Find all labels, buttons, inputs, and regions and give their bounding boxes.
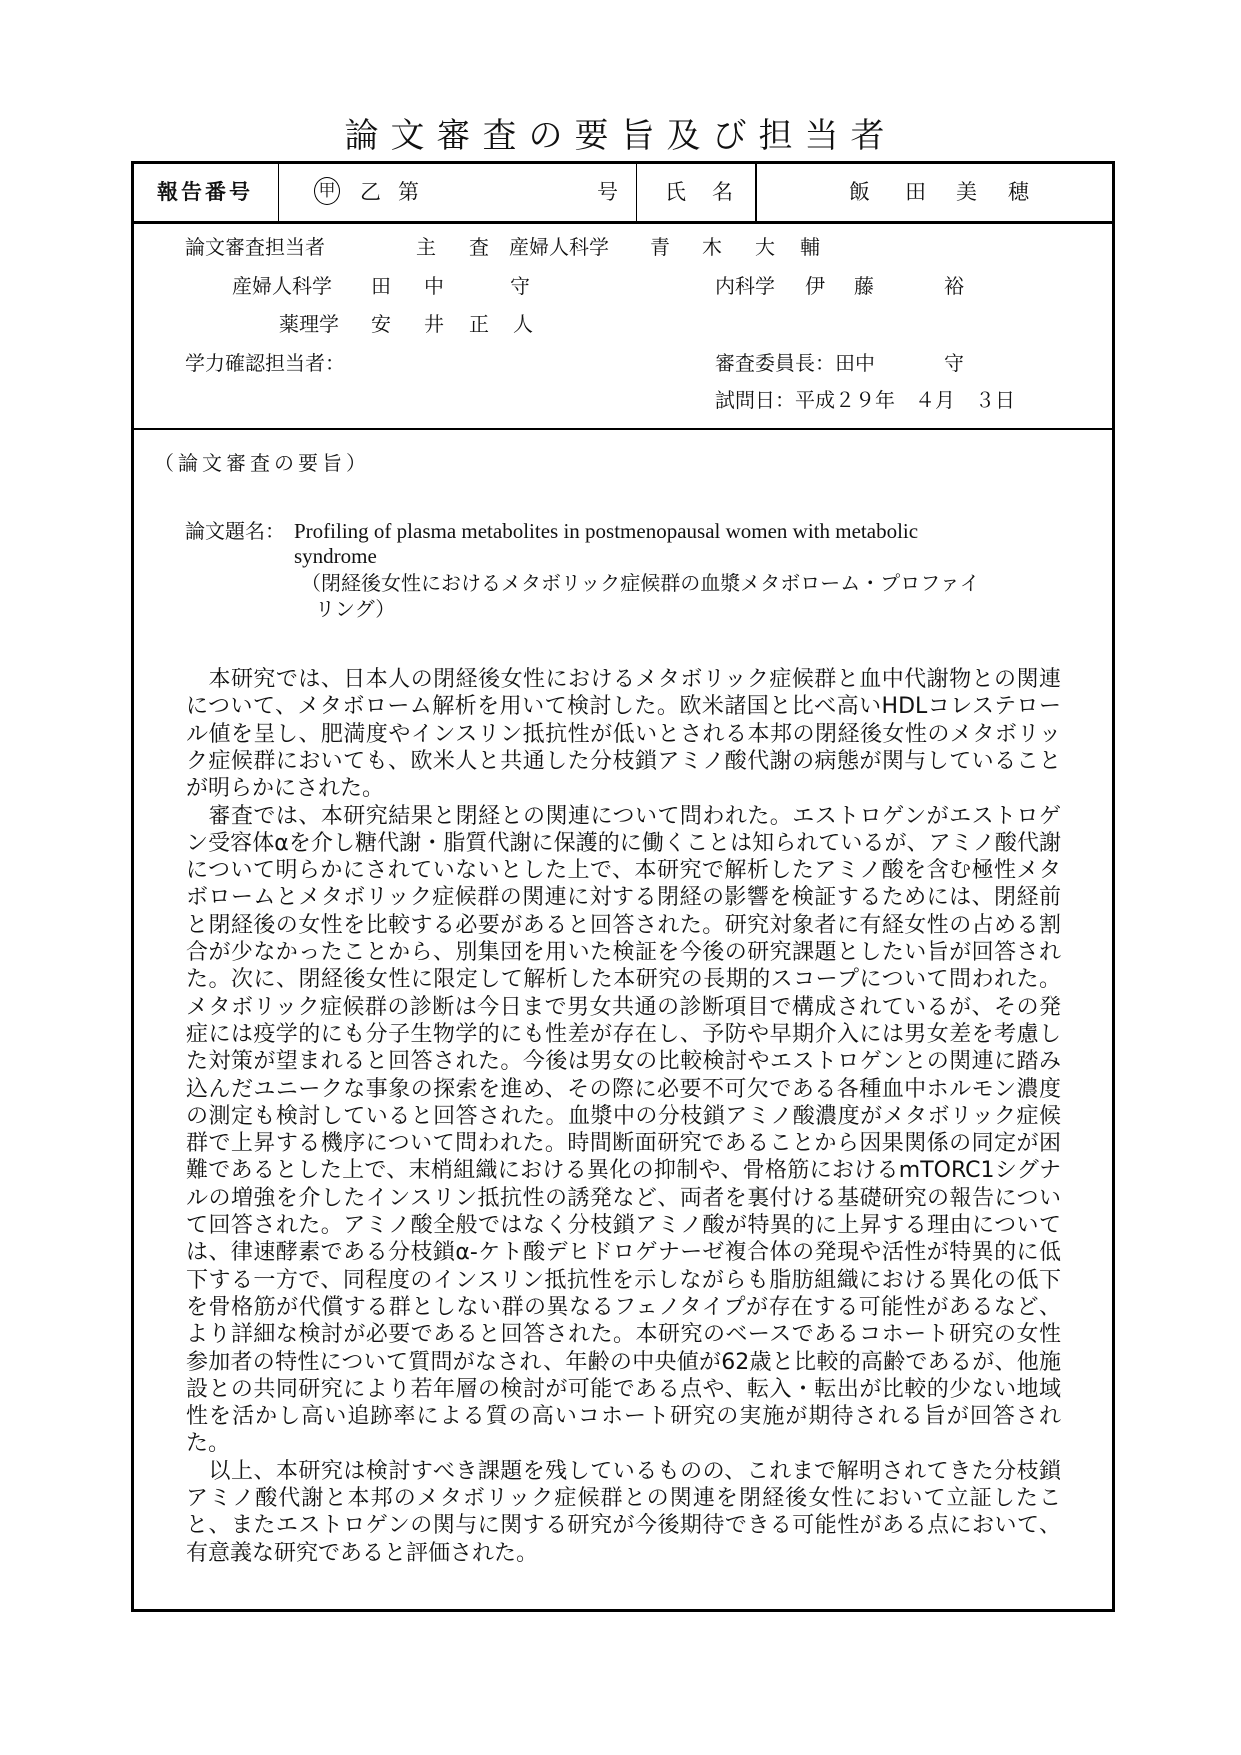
- thesis-title-ja: リング）: [315, 597, 396, 621]
- member-name-char: 田: [371, 274, 391, 298]
- member-name-char: 安: [371, 312, 391, 336]
- body-text-line: より詳細な検討が必要であると回答された。本研究のベースであるコホート研究の女性: [186, 1322, 1061, 1348]
- body-text-line: 性を活かし高い追跡率による質の高いコホート研究の実施が期待される旨が回答され: [186, 1404, 1061, 1430]
- name-label-2: 名: [712, 180, 733, 204]
- thesis-title-ja: （閉経後女性におけるメタボリック症候群の血漿メタボローム・プロファイ: [301, 571, 980, 595]
- body-text-line: は、律速酵素である分枝鎖α-ケト酸デヒドロゲナーゼ複合体の発現や活性が特異的に低: [186, 1240, 1061, 1266]
- body-text-line: た。: [186, 1431, 231, 1457]
- body-text-line: 以上、本研究は検討すべき課題を残しているものの、これまで解明されてきた分枝鎖: [186, 1458, 1061, 1484]
- body-text-line: て回答された。アミノ酸全般ではなく分枝鎖アミノ酸が特異的に上昇する理由について: [186, 1213, 1061, 1238]
- body-text-line: ボロームとメタボリック症候群の関連に対する閉経の影響を検証するためには、閉経前: [186, 885, 1061, 911]
- body-text-line: と、またエストロゲンの関与に関する研究が今後期待できる可能性がある点において、: [186, 1513, 1061, 1539]
- name-label-1: 氏: [665, 180, 686, 204]
- member-dept: 薬理学: [279, 312, 339, 336]
- member-name-char: 正: [469, 312, 489, 336]
- body-text-line: ン受容体αを介し糖代謝・脂質代謝に保護的に働くことは知られているが、アミノ酸代謝: [186, 830, 1061, 856]
- gou-label: 号: [597, 180, 618, 204]
- member-dept: 内科学: [715, 274, 775, 298]
- body-text-line: ル値を呈し、肥満度やインスリン抵抗性が低いとされる本邦の閉経後女性のメタボリッ: [186, 721, 1061, 747]
- body-text-line: について、メタボローム解析を用いて検討した。欧米諸国と比べ高いHDLコレステロー: [186, 694, 1061, 720]
- candidate-name-char: 田: [905, 180, 926, 204]
- body-text-line: た対策が望まれると回答された。今後は男女の比較検討やエストロゲンとの関連に踏み: [186, 1049, 1061, 1075]
- candidate-name-char: 穂: [1008, 180, 1029, 204]
- body-text-line: を骨格筋が代償する群としない群の異なるフェノタイプが存在する可能性があるなど、: [186, 1294, 1061, 1320]
- kou-mark: 甲: [314, 177, 340, 205]
- body-text-line: 群で上昇する機序について問われた。時間断面研究であることから因果関係の同定が困: [186, 1131, 1061, 1157]
- body-text-line: アミノ酸代謝と本邦のメタボリック症候群との関連を閉経後女性において立証したこ: [186, 1486, 1061, 1511]
- divider: [134, 221, 1112, 224]
- body-text-line: 設との共同研究により若年層の検討が可能である点や、転入・転出が比較的少ない地域: [186, 1376, 1061, 1402]
- chief-label: 主: [416, 235, 436, 259]
- chief-name-char: 青: [650, 235, 670, 259]
- report-number-label: 報告番号: [157, 180, 253, 204]
- divider: [278, 164, 279, 223]
- chief-label: 査: [469, 235, 489, 259]
- thesis-title-en: Profiling of plasma metabolites in postmenopausal women with metabolic: [294, 519, 919, 543]
- document-title: 論文審査の要旨及び担当者: [344, 116, 897, 156]
- body-text-line: 審査では、本研究結果と閉経との関連について問われた。エストロゲンがエストロゲ: [186, 803, 1061, 829]
- chief-dept: 産婦人科学: [509, 235, 609, 259]
- exam-date: 試問日：平成２９年 ４月 ３日: [715, 388, 1015, 412]
- divider: [636, 164, 637, 223]
- body-text-line: 有意義な研究であると評価された。: [186, 1540, 539, 1566]
- body-text-line: について明らかにされていないとした上で、本研究で解析したアミノ酸を含む極性メタ: [186, 858, 1061, 884]
- member-name-char: 藤: [854, 274, 874, 298]
- committee-chair-given: 守: [944, 351, 964, 375]
- otsu-label: 乙: [360, 180, 381, 204]
- body-text-line: が明らかにされた。: [186, 776, 385, 802]
- chief-name-char: 木: [702, 235, 722, 259]
- body-text-line: ルの増強を介したインスリン抵抗性の誘発など、両者を裏付ける基礎研究の報告につい: [186, 1185, 1061, 1211]
- body-text-line: ク症候群においても、欧米人と共通した分枝鎖アミノ酸代謝の病態が関与していること: [186, 748, 1061, 774]
- candidate-name-char: 飯: [849, 180, 870, 204]
- body-text-line: 下する一方で、同程度のインスリン抵抗性を示しながらも脂肪組織における異化の低下: [186, 1267, 1061, 1293]
- body-text-line: 本研究では、日本人の閉経後女性におけるメタボリック症候群と血中代謝物との関連: [186, 667, 1061, 692]
- review-form: [131, 161, 1115, 1612]
- competence-examiner-label: 学力確認担当者：: [185, 351, 345, 375]
- body-text-line: メタボリック症候群の診断は今日まで男女共通の診断項目で構成されているが、その発: [186, 994, 1061, 1020]
- candidate-name-char: 美: [956, 180, 977, 204]
- chief-name-char: 輔: [800, 235, 820, 259]
- member-name-char: 井: [424, 312, 444, 336]
- member-name-char: 中: [424, 274, 444, 298]
- thesis-title-en: syndrome: [294, 544, 377, 568]
- body-text-line: 難であるとした上で、末梢組織における異化の抑制や、骨格筋におけるmTORC1シグナ: [186, 1158, 1061, 1184]
- member-dept: 産婦人科学: [232, 274, 332, 298]
- kou-circled: [314, 177, 340, 205]
- body-text-line: 参加者の特性について質問がなされ、年齢の中央値が62歳と比較的高齢であるが、他施: [186, 1349, 1061, 1375]
- member-name-char: 伊: [805, 274, 825, 298]
- body-text-line: と閉経後の女性を比較する必要があると回答された。研究対象者に有経女性の占める割: [186, 912, 1061, 938]
- summary-heading: （論文審査の要旨）: [154, 451, 370, 475]
- chief-name-char: 大: [755, 235, 775, 259]
- body-text-line: 症には疫学的にも分子生物学的にも性差が存在し、予防や早期介入には男女差を考慮し: [186, 1021, 1061, 1047]
- divider: [755, 164, 757, 223]
- divider: [134, 428, 1112, 430]
- dai-label: 第: [398, 180, 419, 204]
- body-text-line: の測定も検討していると回答された。血漿中の分枝鎖アミノ酸濃度がメタボリック症候: [186, 1103, 1061, 1129]
- body-text-line: 込んだユニークな事象の探索を進め、その際に必要不可欠である各種血中ホルモン濃度: [186, 1076, 1061, 1102]
- member-name-char: 人: [513, 312, 533, 336]
- committee-chair: 審査委員長：田中: [715, 351, 875, 375]
- examiners-label: 論文審査担当者: [185, 235, 325, 259]
- body-text-line: た。次に、閉経後女性に限定して解析した本研究の長期的スコープについて問われた。: [186, 967, 1061, 993]
- member-name-char: 裕: [944, 274, 964, 298]
- member-name-char: 守: [510, 274, 530, 298]
- body-text-line: 合が少なかったことから、別集団を用いた検証を今後の研究課題としたい旨が回答され: [186, 940, 1061, 965]
- thesis-title-label: 論文題名：: [185, 519, 285, 543]
